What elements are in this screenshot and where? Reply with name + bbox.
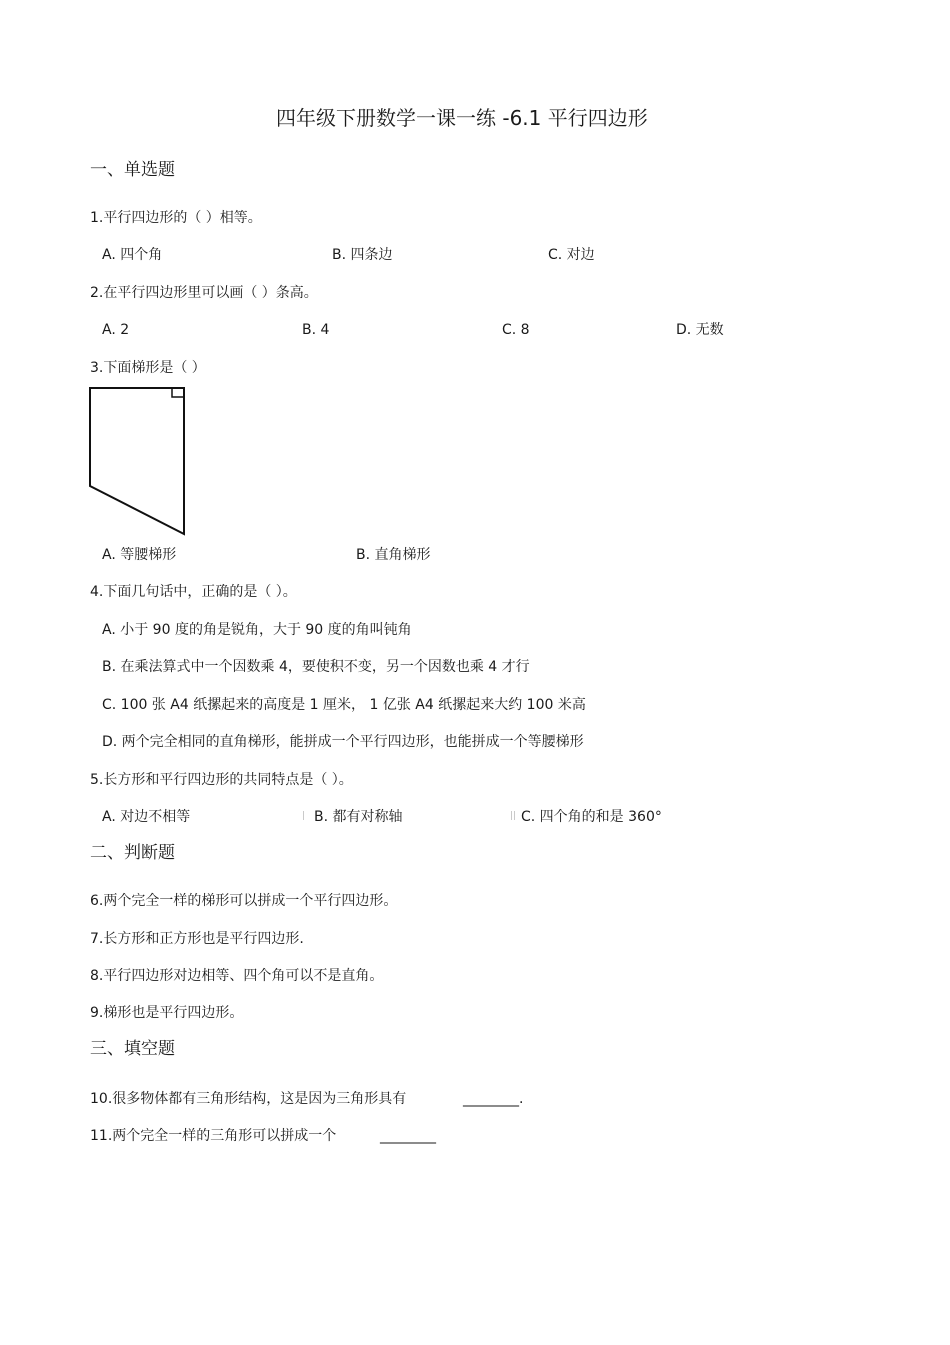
question-10: 10.很多物体都有三角形结构，这是因为三角形具有	[90, 1091, 407, 1107]
question-10-blank: ________.	[463, 1091, 524, 1107]
question-5: 5.长方形和平行四边形的共同特点是（ ）。	[90, 772, 353, 788]
q5-option-c: C. 四个角的和是 360°	[521, 809, 662, 825]
q2-option-b: B. 4	[302, 322, 330, 338]
page-title: 四年级下册数学一课一练 -6.1 平行四边形	[276, 106, 648, 130]
question-4: 4.下面几句话中，正确的是（ ）。	[90, 584, 297, 600]
q1-option-a: A. 四个角	[102, 247, 163, 263]
q4-option-c: C. 100 张 A4 纸摞起来的高度是 1 厘米， 1 亿张 A4 纸摞起来大约 100 米高	[102, 697, 586, 713]
question-11: 11.两个完全一样的三角形可以拼成一个	[90, 1128, 337, 1144]
question-7: 7.长方形和正方形也是平行四边形.	[90, 931, 304, 947]
question-6: 6.两个完全一样的梯形可以拼成一个平行四边形。	[90, 893, 398, 909]
question-9: 9.梯形也是平行四边形。	[90, 1005, 244, 1021]
scan-mark: ||	[510, 811, 517, 821]
q1-option-b: B. 四条边	[332, 247, 393, 263]
q2-option-a: A. 2	[102, 322, 130, 338]
question-1: 1.平行四边形的（ ）相等。	[90, 210, 262, 226]
q4-option-d: D. 两个完全相同的直角梯形，能拼成一个平行四边形，也能拼成一个等腰梯形	[102, 734, 584, 750]
question-2: 2.在平行四边形里可以画（ ）条高。	[90, 285, 318, 301]
q4-option-b: B. 在乘法算式中一个因数乘 4，要使积不变，另一个因数也乘 4 才行	[102, 659, 530, 675]
section-heading-true-false: 二、判断题	[90, 843, 175, 863]
trapezoid-figure	[88, 386, 188, 538]
section-heading-fill-blank: 三、填空题	[90, 1039, 175, 1059]
question-3: 3.下面梯形是（ ）	[90, 360, 206, 376]
q5-option-a: A. 对边不相等	[102, 809, 191, 825]
question-8: 8.平行四边形对边相等、四个角可以不是直角。	[90, 968, 384, 984]
q2-option-c: C. 8	[502, 322, 530, 338]
q1-option-c: C. 对边	[548, 247, 595, 263]
q3-option-b: B. 直角梯形	[356, 547, 431, 563]
q4-option-a: A. 小于 90 度的角是锐角，大于 90 度的角叫钝角	[102, 622, 412, 638]
q2-option-d: D. 无数	[676, 322, 724, 338]
scan-mark: |	[302, 811, 306, 821]
q5-option-b: B. 都有对称轴	[314, 809, 403, 825]
q3-option-a: A. 等腰梯形	[102, 547, 177, 563]
section-heading-single-choice: 一、单选题	[90, 160, 175, 180]
question-11-blank: ________	[380, 1128, 436, 1144]
